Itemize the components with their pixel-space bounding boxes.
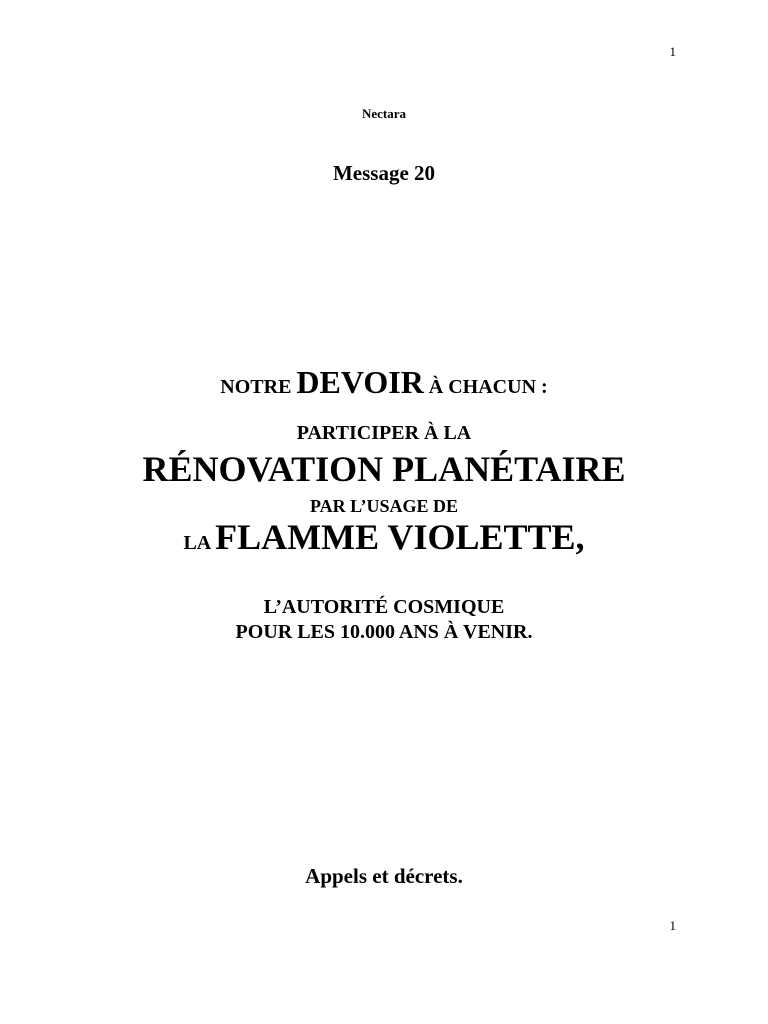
title-line-5-prefix: LA [183, 532, 211, 554]
title-line-7: POUR LES 10.000 ANS À VENIR. [235, 621, 533, 643]
page-number-bottom: 1 [669, 918, 676, 933]
footer-subtitle: Appels et décrets. [305, 864, 463, 888]
page-number-top: 1 [669, 44, 676, 59]
title-line-5 [0, 516, 768, 558]
title-line-1-prefix: NOTRE [220, 376, 292, 398]
title-line-5-emphasis: FLAMME VIOLETTE, [215, 517, 585, 557]
title-line-1-emphasis: DEVOIR [296, 364, 424, 400]
title-line-6: L’AUTORITÉ COSMIQUE [263, 596, 505, 618]
author-name: Nectara [361, 106, 407, 121]
message-label: Message 20 [332, 161, 436, 185]
title-line-1-suffix: À CHACUN : [428, 376, 548, 398]
title-line-3: RÉNOVATION PLANÉTAIRE [142, 449, 626, 489]
title-line-2: PARTICIPER À LA [296, 422, 472, 444]
title-line-4: PAR L’USAGE DE [309, 496, 459, 516]
title-line-1 [0, 364, 768, 401]
